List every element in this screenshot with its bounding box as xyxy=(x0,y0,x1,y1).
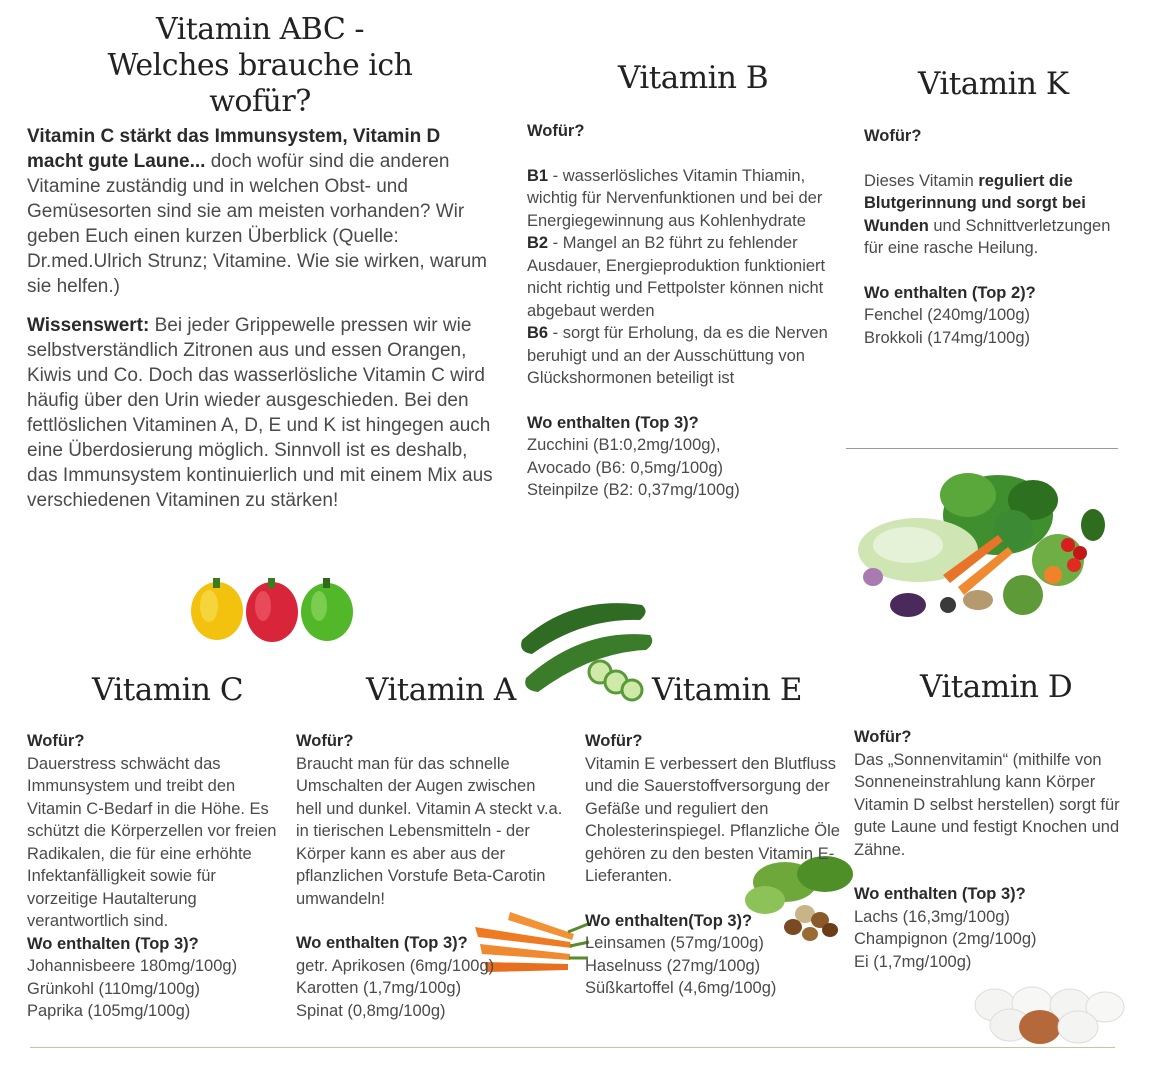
vitamin-b-source: Zucchini (B1:0,2mg/100g), xyxy=(527,436,721,454)
vitamin-k-heading: Vitamin K xyxy=(918,66,1069,102)
vitamin-c-source: Grünkohl (110mg/100g) xyxy=(27,979,201,998)
vitamin-k-text-a: Dieses Vitamin xyxy=(864,171,979,190)
vitamin-e-text: Vitamin E verbessert den Blutfluss und die Sauerstoffversorgung der Gefäße und reguliert den Cholesterinspiegel. Pflanzliche Öle gehören zu den besten Vitamin E-Lieferanten. xyxy=(585,754,840,885)
vitamin-k-section xyxy=(864,125,1119,349)
vitamin-k-source: Brokkoli (174mg/100g) xyxy=(864,328,1030,347)
wissenswert-text: Bei jeder Grippewelle pressen wir wie selbstverständlich Zitronen aus und essen Orangen, Kiwis und Co. Doch das wasserlösliche Vitamin C wird häufig über den Urin wieder ausgeschieden. Bei den fettlöslichen Vitaminen A, D, E und K ist hingegen auch eine Überdosierung möglich. Sinnvoll ist es deshalb, das Immunsystem kontinuierlich und mit einem Mix aus verschiedenen Vitaminen zu stärken! xyxy=(27,315,493,511)
vitamin-b-source: Avocado (B6: 0,5mg/100g) xyxy=(527,458,723,477)
b2-description: - Mangel an B2 führt zu fehlender Ausdauer, Energieproduktion funktioniert nicht richtig und Fettpolster können nicht abgebaut werden xyxy=(527,234,826,320)
vitamin-e-source: Haselnuss (27mg/100g) xyxy=(585,956,761,975)
vitamin-e-source: Leinsamen (57mg/100g) xyxy=(585,934,764,952)
vitamin-c-source: Paprika (105mg/100g) xyxy=(27,1002,191,1020)
intro-paragraph-1 xyxy=(27,124,497,299)
vitamin-c-text: Dauerstress schwächt das Immunsystem und treibt den Vitamin C-Bedarf in die Höhe. Es schützt die Körperzellen vor freien Radikalen, die für eine erhöhte Infektanfälligkeit sowie für vorzeitige Hautalterung verantwortlich sind. xyxy=(27,754,277,930)
vitamin-e-question: Wofür? xyxy=(585,732,643,750)
vitamin-b-sources-title: Wo enthalten (Top 3)? xyxy=(527,413,699,432)
b1-label: B1 xyxy=(527,166,549,185)
page-title xyxy=(60,12,460,120)
vitamin-c-section xyxy=(27,730,291,1023)
vitamin-b2-text xyxy=(527,232,832,322)
vitamin-k-text xyxy=(864,170,1119,260)
vitamin-d-section xyxy=(854,726,1122,973)
footer-rule xyxy=(30,1047,1115,1048)
vitamin-b-source: Steinpilze (B2: 0,37mg/100g) xyxy=(527,481,740,499)
b2-label: B2 xyxy=(527,234,549,252)
vitamin-c-heading: Vitamin C xyxy=(92,672,244,708)
vitamin-a-source: Karotten (1,7mg/100g) xyxy=(296,979,462,997)
vitamin-b1-text xyxy=(527,165,832,233)
vitamin-k-text-bold: reguliert die Blutgerinnung und sorgt bei Wunden xyxy=(864,171,1086,235)
vitamin-d-source: Champignon (2mg/100g) xyxy=(854,930,1037,948)
vitamin-k-sources-title: Wo enthalten (Top 2)? xyxy=(864,283,1036,302)
vitamin-c-source: Johannisbeere 180mg/100g) xyxy=(27,957,238,975)
vitamin-d-text: Das „Sonnenvitamin“ (mithilfe von Sonneneinstrahlung kann Körper Vitamin D selbst herstellen) sorgt für gute Laune und festigt Knochen und Zähne. xyxy=(854,750,1120,859)
vitamin-a-heading: Vitamin A xyxy=(366,672,516,708)
vitamin-b-heading: Vitamin B xyxy=(618,60,769,96)
b1-description: - wasserlösliches Vitamin Thiamin, wichtig für Nervenfunktionen und bei der Energiegewinnung aus Kohlenhydrate xyxy=(527,166,823,230)
intro-lead-bold: Vitamin C stärkt das Immunsystem, Vitamin D macht gute Laune... xyxy=(27,126,441,172)
zucchini-image xyxy=(512,590,662,705)
b6-label: B6 xyxy=(527,324,549,342)
vitamin-d-source: Ei (1,7mg/100g) xyxy=(854,952,972,971)
vitamin-c-question: Wofür? xyxy=(27,732,85,750)
vitamin-b-section xyxy=(527,120,832,502)
vitamin-k-source: Fenchel (240mg/100g) xyxy=(864,306,1031,324)
vitamin-e-heading: Vitamin E xyxy=(652,672,802,708)
vitamin-d-source: Lachs (16,3mg/100g) xyxy=(854,907,1010,926)
vitamin-a-source: getr. Aprikosen (6mg/100g) xyxy=(296,956,495,975)
title-line-1: Vitamin ABC - xyxy=(156,12,364,47)
vitamin-b-question: Wofür? xyxy=(527,122,585,140)
vitamin-a-sources-title: Wo enthalten (Top 3)? xyxy=(296,934,468,952)
vitamin-a-question: Wofür? xyxy=(296,732,354,750)
eggs-image xyxy=(960,975,1130,1050)
vitamin-d-question: Wofür? xyxy=(854,728,912,746)
vitamin-d-sources-title: Wo enthalten (Top 3)? xyxy=(854,885,1026,903)
vitamin-a-text: Braucht man für das schnelle Umschalten der Augen zwischen hell und dunkel. Vitamin A steckt v.a. in tierischen Lebensmitteln - der Körper kann es aber aus der pflanzlichen Vorstufe Beta-Carotin umwandeln! xyxy=(296,754,563,908)
vitamin-b6-text xyxy=(527,322,832,390)
vitamin-e-section xyxy=(585,730,847,1000)
vegetables-image xyxy=(848,455,1118,635)
intro-paragraph-2 xyxy=(27,313,497,513)
vitamin-a-section xyxy=(296,730,564,1022)
divider-rule xyxy=(846,448,1118,449)
intro-lead-text: doch wofür sind die anderen Vitamine zuständig und in welchen Obst- und Gemüsesorten sind sie am meisten vorhanden? Wir geben Euch einen kurzen Überblick (Quelle: Dr.med.Ulrich Strunz; Vitamine. Wie sie wirken, warum sie helfen.) xyxy=(27,151,487,297)
vitamin-a-source: Spinat (0,8mg/100g) xyxy=(296,1001,446,1020)
vitamin-c-sources-title: Wo enthalten (Top 3)? xyxy=(27,934,199,953)
title-line-2: Welches brauche ich wofür? xyxy=(107,48,413,119)
vitamin-d-heading: Vitamin D xyxy=(920,669,1073,705)
bell-peppers-image xyxy=(185,576,360,646)
vitamin-k-text-b: und Schnittverletzungen für eine rasche Heilung. xyxy=(864,216,1111,257)
vitamin-e-sources-title: Wo enthalten(Top 3)? xyxy=(585,911,753,930)
wissenswert-label: Wissenswert: xyxy=(27,315,150,336)
vitamin-e-source: Süßkartoffel (4,6mg/100g) xyxy=(585,979,777,997)
vitamin-k-question: Wofür? xyxy=(864,127,922,145)
b6-description: - sorgt für Erholung, da es die Nerven beruhigt und an der Ausschüttung von Glückshormonen beteiligt ist xyxy=(527,324,828,387)
intro-section xyxy=(27,124,497,513)
